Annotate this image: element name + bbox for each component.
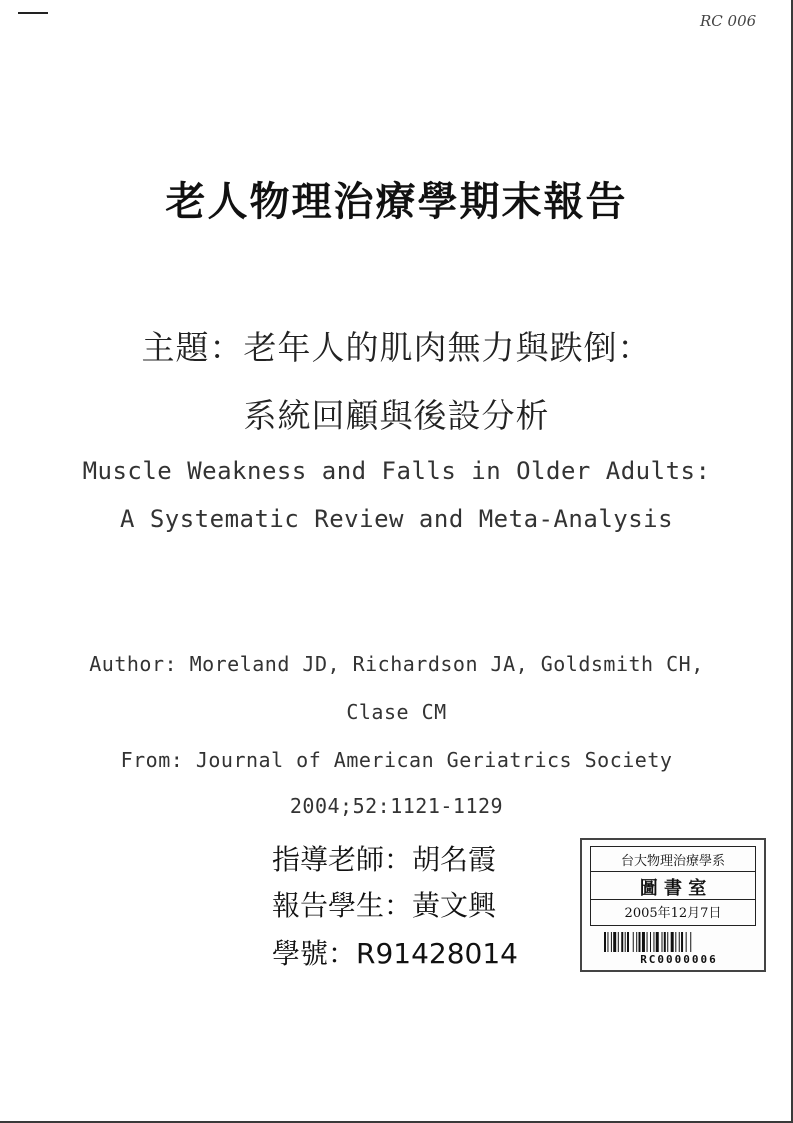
- scan-mark: [18, 12, 48, 14]
- stamp-date: 2005年12月7日: [624, 906, 722, 921]
- stamp-library: 圖 書 室: [639, 878, 707, 899]
- author-line-2: Clase CM: [346, 700, 447, 724]
- stamp-frame: [590, 846, 756, 926]
- citation: 2004;52:1121-1129: [289, 794, 504, 818]
- journal-source: From: Journal of American Geriatrics Society: [120, 748, 673, 772]
- topic-chinese-line-1: 主題：老年人的肌肉無力與跌倒：: [141, 328, 652, 367]
- topic-chinese-line-2: 系統回顧與後設分析: [243, 396, 550, 435]
- handwritten-catalog-note: RC 006: [700, 12, 757, 30]
- library-stamp: [580, 838, 766, 972]
- advisor-name: 指導老師：胡名霞: [272, 843, 497, 876]
- student-id: 學號：R91428014: [272, 937, 518, 970]
- student-name: 報告學生：黃文興: [272, 889, 497, 922]
- english-title-line-1: Muscle Weakness and Falls in Older Adults:: [82, 457, 711, 485]
- report-title: 老人物理治療學期末報告: [165, 179, 628, 225]
- stamp-department: 台大物理治療學系: [620, 854, 725, 869]
- barcode-number: RC0000006: [640, 953, 718, 966]
- barcode-icon: [604, 932, 754, 952]
- author-line-1: Author: Moreland JD, Richardson JA, Goldsmith CH,: [89, 652, 704, 676]
- english-title-line-2: A Systematic Review and Meta-Analysis: [119, 505, 674, 533]
